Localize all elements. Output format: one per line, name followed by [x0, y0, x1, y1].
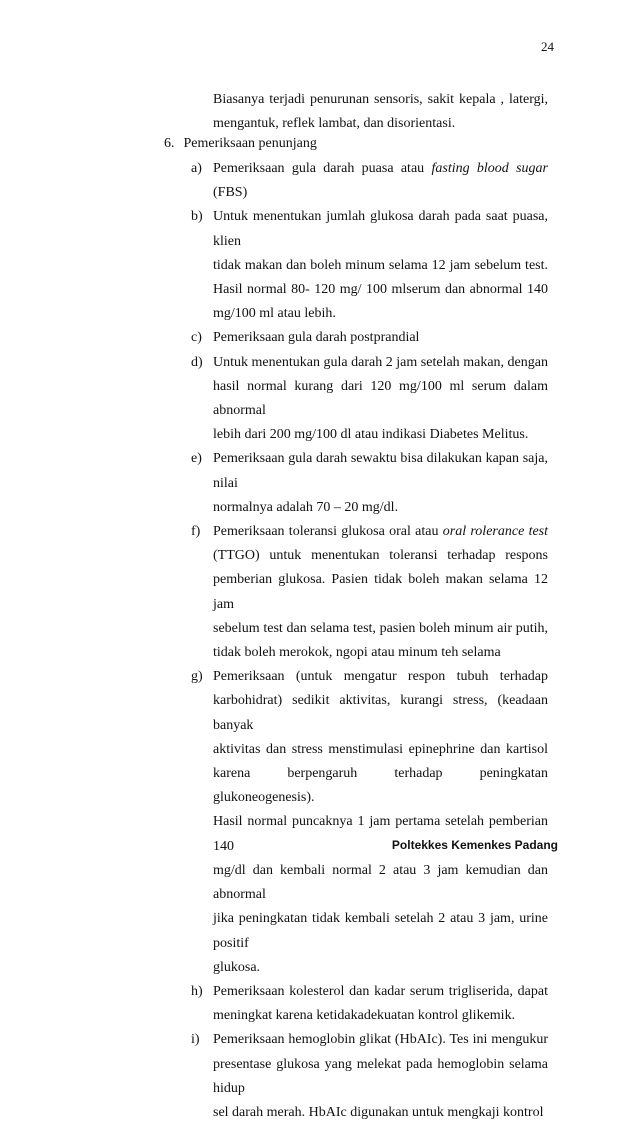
- list-item-marker: g): [191, 669, 203, 685]
- intro-paragraph: [213, 88, 548, 136]
- list-item-line: [213, 326, 548, 350]
- list-item-line: [213, 689, 548, 737]
- list-item-marker: f): [191, 524, 201, 540]
- text-run: Pemeriksaan gula darah puasa atau: [213, 161, 432, 176]
- list-item-line: [213, 254, 548, 278]
- list-item-line: [213, 665, 548, 689]
- text-run: (TTGO) untuk menentukan toleransi terhadap respons: [213, 548, 548, 564]
- text-run: mg/100 ml atau lebih.: [213, 306, 336, 322]
- italic-term: oral rolerance test: [442, 524, 549, 540]
- list-item-marker: e): [191, 451, 202, 467]
- list-item-marker: a): [191, 161, 202, 176]
- list-item: [0, 447, 548, 520]
- list-item: [0, 351, 548, 448]
- list-item-line: [213, 907, 548, 955]
- list-item-line: [213, 302, 548, 326]
- text-run: Pemeriksaan gula darah postprandial: [213, 330, 420, 346]
- list-item-line: [213, 205, 548, 253]
- text-run: karena berpengaruh terhadap peningkatan glukoneogenesis).: [213, 766, 548, 806]
- list-item-marker: d): [191, 354, 203, 370]
- text-run: (FBS): [213, 185, 248, 201]
- list-item: [0, 205, 548, 326]
- text-run: Untuk menentukan jumlah glukosa darah pada saat puasa, klien: [213, 209, 548, 249]
- list-item-line: [213, 544, 548, 568]
- text-run: Pemeriksaan gula darah sewaktu bisa dilakukan kapan saja, nilai: [213, 451, 548, 491]
- text-run: pemberian glukosa. Pasien tidak boleh makan selama 12 jam: [213, 572, 548, 612]
- section-heading: [164, 132, 317, 156]
- list-item-line: [213, 1053, 548, 1101]
- text-run: tidak boleh merokok, ngopi atau minum teh selama: [213, 645, 501, 661]
- text-run: Untuk menentukan gula darah 2 jam setelah makan, dengan: [213, 354, 548, 370]
- list-item-line: [213, 496, 548, 520]
- italic-term: fasting blood sugar: [431, 161, 549, 176]
- list-item-line: [213, 762, 548, 810]
- item-list: [0, 157, 638, 1125]
- text-run: sebelum test dan selama test, pasien boleh minum air putih,: [213, 620, 548, 636]
- text-run: Pemeriksaan kolesterol dan kadar serum trigliserida, dapat: [213, 983, 548, 999]
- list-item: [0, 520, 548, 665]
- text-run: presentase glukosa yang melekat pada hemoglobin selama hidup: [213, 1056, 548, 1096]
- text-run: sel darah merah. HbAIc digunakan untuk mengkaji kontrol: [213, 1104, 544, 1120]
- list-item: [0, 1028, 548, 1125]
- list-item: [0, 326, 548, 350]
- list-item-marker: h): [191, 983, 203, 999]
- list-item-marker: b): [191, 209, 203, 225]
- list-item-line: [213, 375, 548, 423]
- page-number: 24: [541, 39, 554, 54]
- list-item-line: [213, 1101, 548, 1125]
- list-item-line: [213, 859, 548, 907]
- text-run: meningkat karena ketidakadekuatan kontrol glikemik.: [213, 1008, 516, 1024]
- list-item-line: [213, 1004, 548, 1028]
- list-item-line: [213, 423, 548, 447]
- list-item-line: [213, 738, 548, 762]
- text-run: karbohidrat) sedikit aktivitas, kurangi stress, (keadaan banyak: [213, 693, 548, 733]
- text-run: Hasil normal 80- 120 mg/ 100 mlserum dan abnormal 140: [213, 282, 548, 298]
- intro-line: mengantuk, reflek lambat, dan disorientasi.: [213, 116, 456, 132]
- list-item-line: [213, 617, 548, 641]
- list-item-line: [213, 1028, 548, 1052]
- list-item: [0, 980, 548, 1028]
- list-item-line: [213, 980, 548, 1004]
- text-run: jika peningkatan tidak kembali setelah 2 atau 3 jam, urine positif: [213, 911, 548, 951]
- footer-institution: Poltekkes Kemenkes Padang: [391, 838, 558, 852]
- list-item-line: [213, 157, 548, 205]
- text-run: Pemeriksaan (untuk mengatur respon tubuh terhadap: [213, 669, 548, 685]
- text-run: Hasil normal puncaknya 1 jam pertama setelah pemberian 140: [213, 814, 548, 854]
- text-run: mg/dl dan kembali normal 2 atau 3 jam kemudian dan abnormal: [213, 862, 548, 903]
- list-item-line: [213, 520, 548, 544]
- list-item-line: [213, 447, 548, 495]
- text-run: hasil normal kurang dari 120 mg/100 ml serum dalam abnormal: [213, 378, 548, 419]
- list-item-line: [213, 278, 548, 302]
- list-item-marker: c): [191, 330, 202, 346]
- text-run: Pemeriksaan toleransi glukosa oral atau: [213, 524, 443, 540]
- text-run: glukosa.: [213, 959, 261, 975]
- text-run: aktivitas dan stress menstimulasi epinephrine dan kartisol: [213, 741, 548, 757]
- list-item-line: [213, 568, 548, 616]
- intro-line: Biasanya terjadi penurunan sensoris, sakit kepala , latergi,: [213, 92, 548, 107]
- text-run: lebih dari 200 mg/100 dl atau indikasi Diabetes Melitus.: [213, 427, 529, 443]
- section-title: Pemeriksaan penunjang: [183, 136, 317, 151]
- list-item: [0, 157, 548, 205]
- list-item-line: [213, 641, 548, 665]
- text-run: Pemeriksaan hemoglobin glikat (HbAIc). Tes ini mengukur: [213, 1032, 548, 1048]
- list-item-line: [213, 956, 548, 980]
- list-item-marker: i): [191, 1032, 200, 1048]
- list-item: [0, 665, 548, 980]
- list-item-line: [213, 351, 548, 375]
- text-run: tidak makan dan boleh minum selama 12 jam sebelum test.: [213, 257, 548, 273]
- text-run: normalnya adalah 70 – 20 mg/dl.: [213, 499, 399, 515]
- section-number: 6.: [164, 136, 175, 151]
